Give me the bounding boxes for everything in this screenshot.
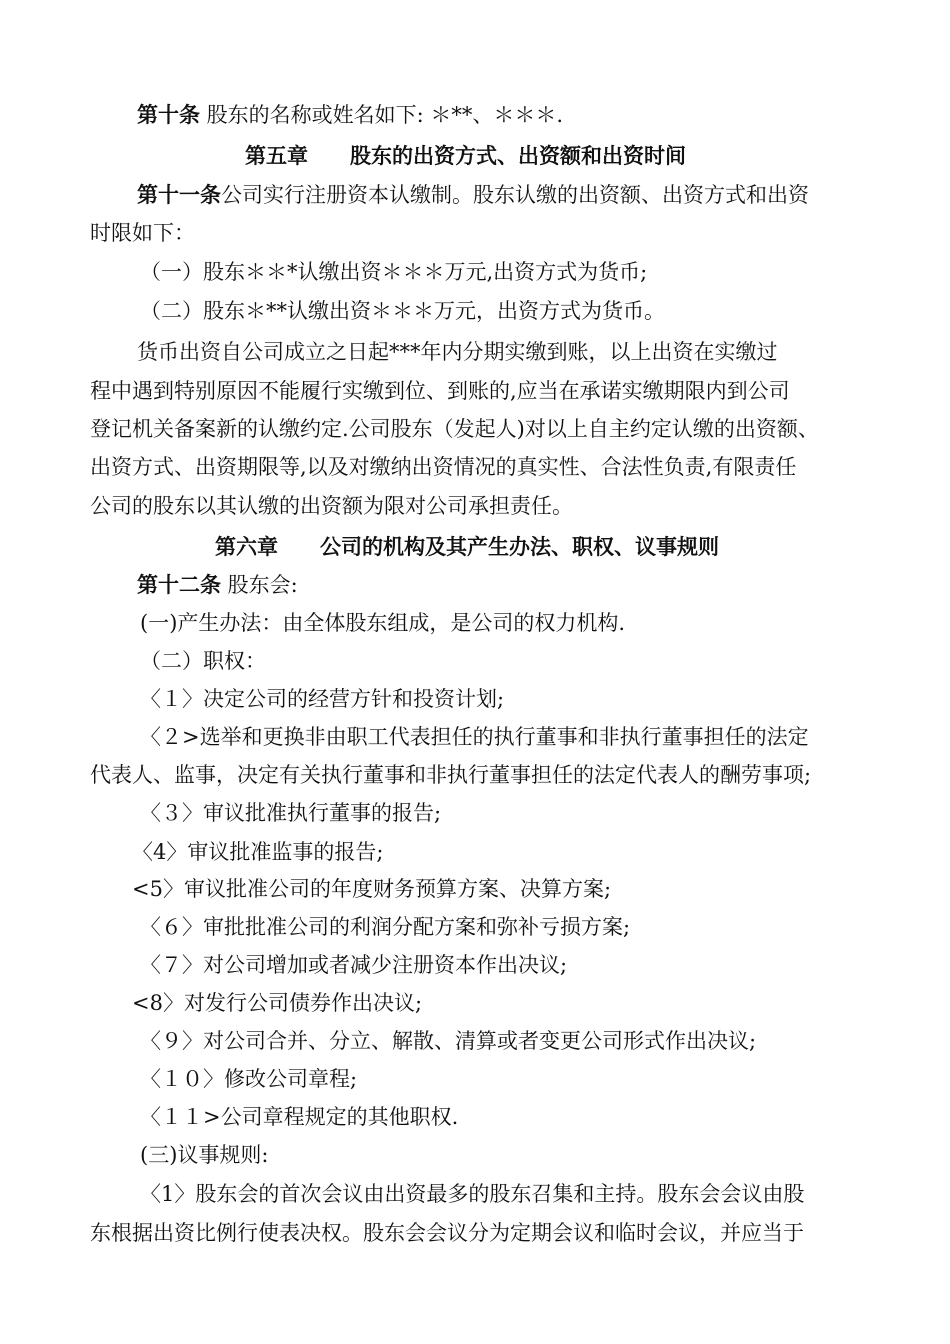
power-item-2-cont: 代表人、监事，决定有关执行董事和非执行董事担任的法定代表人的酬劳事项;	[90, 763, 812, 787]
article-11-para-line-5: 公司的股东以其认缴的出资额为限对公司承担责任。	[90, 494, 573, 518]
power-item-2: 〈２>选举和更换非由职工代表担任的执行董事和非执行董事担任的法定	[140, 725, 809, 749]
article-11-line-1	[137, 180, 809, 210]
article-12-section-3: (三)议事规则:	[140, 1143, 269, 1167]
article-12-title: 第十二条	[137, 572, 221, 597]
power-item-1: 〈１〉决定公司的经营方针和投资计划;	[140, 687, 505, 711]
power-item-6: 〈６〉审批批准公司的利润分配方案和弥补亏损方案;	[140, 915, 631, 939]
article-11-para-line-3: 登记机关备案新的认缴约定.公司股东（发起人)对以上自主约定认缴的出资额、	[90, 417, 819, 441]
article-12-section-2: （二）职权：	[140, 649, 266, 673]
article-11-para-line-1: 货币出资自公司成立之日起***年内分期实缴到账，以上出资在实缴过	[137, 340, 778, 364]
article-11-para-line-4: 出资方式、出资期限等,以及对缴纳出资情况的真实性、合法性负责,有限责任	[90, 455, 797, 479]
power-item-4: 〈4〉审议批准监事的报告;	[132, 840, 384, 864]
article-10-text: 股东的名称或姓名如下: ＊**、＊＊＊.	[200, 103, 564, 127]
chapter-6-heading: 第六章 公司的机构及其产生办法、职权、议事规则	[215, 534, 719, 559]
power-item-5: <5〉审议批准公司的年度财务预算方案、决算方案;	[132, 877, 612, 901]
article-11-line-2: 时限如下：	[90, 221, 195, 245]
power-item-8: <8〉对发行公司债券作出决议;	[132, 991, 423, 1015]
article-11-item-1: （一）股东＊＊*认缴出资＊＊＊万元,出资方式为货币;	[140, 260, 648, 284]
article-11-text: 公司实行注册资本认缴制。股东认缴的出资额、出资方式和出资	[221, 183, 809, 207]
article-12-line	[137, 570, 298, 600]
article-12-text: 股东会:	[221, 573, 298, 597]
article-11-item-2: （二）股东＊**认缴出资＊＊＊万元，出资方式为货币。	[140, 299, 665, 323]
rule-item-1-cont: 东根据出资比例行使表决权。股东会会议分为定期会议和临时会议，并应当于	[90, 1221, 804, 1245]
power-item-11: 〈１１>公司章程规定的其他职权.	[140, 1105, 459, 1129]
power-item-10: 〈１０〉修改公司章程;	[140, 1067, 358, 1091]
article-10-title: 第十条	[137, 102, 200, 127]
article-12-section-1: (一)产生办法：由全体股东组成，是公司的权力机构.	[140, 611, 626, 635]
power-item-7: 〈７〉对公司增加或者减少注册资本作出决议;	[140, 953, 568, 977]
rule-item-1: 〈1〉股东会的首次会议由出资最多的股东召集和主持。股东会会议由股	[140, 1182, 805, 1206]
article-10-line	[137, 100, 563, 130]
article-11-para-line-2: 程中遇到特别原因不能履行实缴到位、到账的,应当在承诺实缴期限内到公司	[90, 379, 790, 403]
article-11-title: 第十一条	[137, 182, 221, 207]
chapter-5-heading: 第五章 股东的出资方式、出资额和出资时间	[245, 143, 686, 168]
power-item-9: 〈９〉对公司合并、分立、解散、清算或者变更公司形式作出决议;	[140, 1029, 757, 1053]
power-item-3: 〈３〉审议批准执行董事的报告;	[140, 801, 442, 825]
